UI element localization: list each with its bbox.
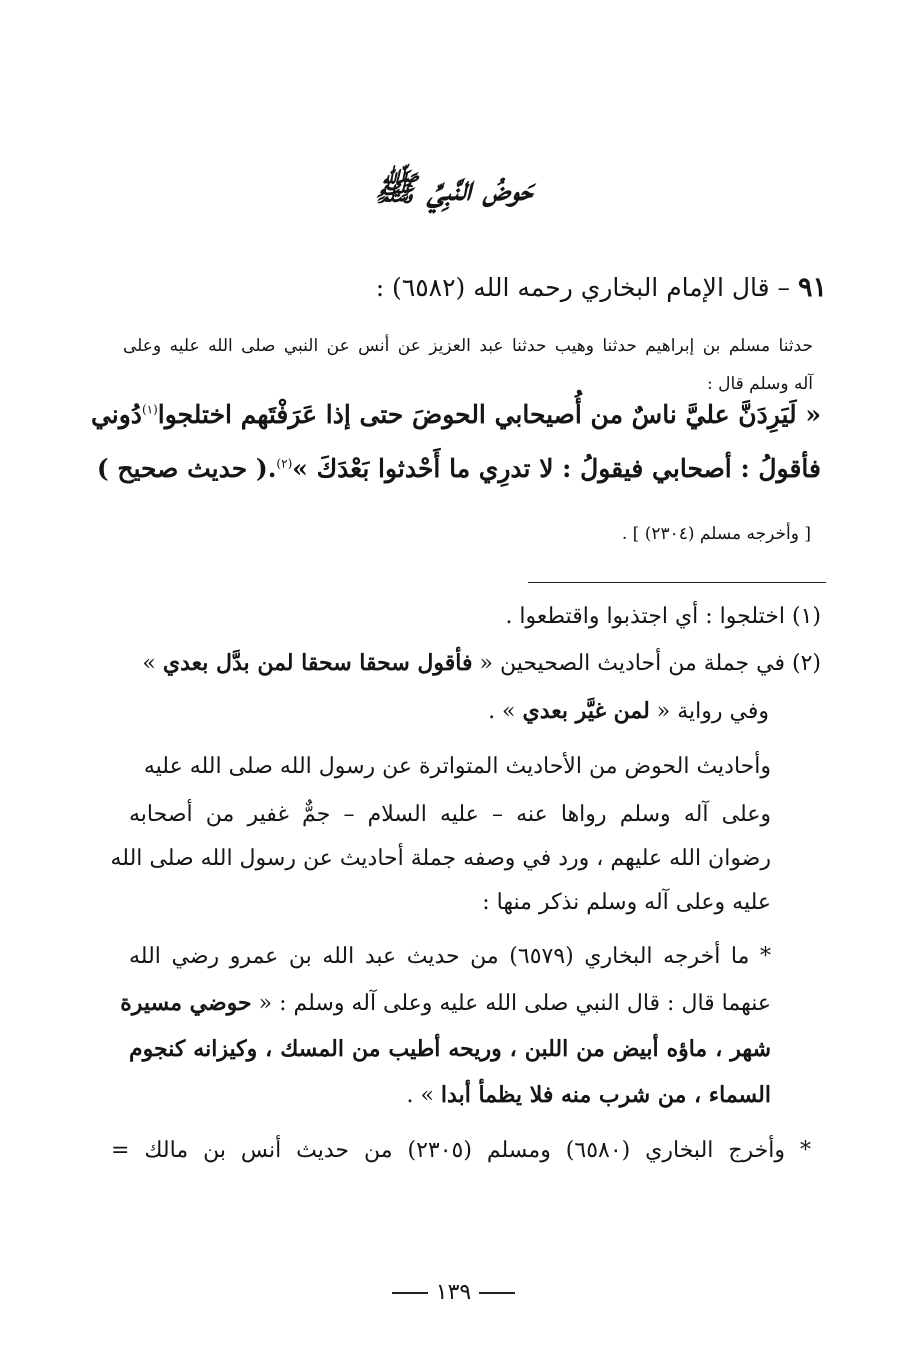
hadith-intro: – قال الإمام البخاري رحمه الله (٦٥٨٢) : (375, 273, 791, 302)
footnote-ref-1: (١) (141, 402, 158, 417)
para-2-text-2a: عنهما قال : قال النبي صلى الله عليه وعلى آله وسلم : « (251, 991, 771, 1016)
para-2-line-1: * ما أخرجه البخاري (٦٥٧٩) من حديث عبد الله بن عمرو رضي الله (129, 944, 771, 969)
hadith-heading (376, 272, 827, 303)
page-number-footer (0, 1280, 907, 1305)
footnote-1-number: (١) (791, 604, 821, 629)
para-1-line-1: وأحاديث الحوض من الأحاديث المتواترة عن رسول الله صلى الله عليه (143, 754, 771, 779)
footnote-2-text-f: » . (488, 699, 523, 724)
footnote-separator (528, 582, 826, 583)
footnote-2-text-d: وفي رواية « (649, 699, 769, 724)
para-2-line-4 (406, 1082, 771, 1108)
footnote-2-number: (٢) (791, 651, 821, 676)
takhrij-note: [ وأخرجه مسلم (٢٣٠٤) ] . (621, 524, 811, 544)
matn-text-1b: دُوني (90, 400, 142, 429)
dash-left (479, 1292, 515, 1294)
footnote-ref-2: (٢) (276, 456, 293, 471)
footnote-2-line-2 (488, 698, 769, 724)
para-2-line-2 (120, 990, 771, 1016)
matn-text-1a: « لَيَرِدَنَّ عليَّ ناسٌ من أُصيحابي الحوضَ حتى إذا عَرَفْتَهم اختلجوا (157, 400, 821, 429)
page-number: ١٣٩ (435, 1280, 472, 1305)
footnote-2-quote-2: لمن غيَّر بعدي (522, 698, 650, 724)
footnote-2-quote-1: فأقول سحقا سحقا لمن بدَّل بعدي (162, 650, 473, 676)
hadith-number: ٩١ (797, 272, 827, 303)
hadith-grade: .( حديث صحيح ) (96, 454, 277, 483)
para-1-line-3: رضوان الله عليهم ، ورد في وصفه جملة أحاديث عن رسول الله صلى الله (110, 846, 771, 871)
footnote-2-text-a: في جملة من أحاديث الصحيحين « (472, 651, 785, 676)
footnote-2-text-c: » (142, 651, 163, 676)
isnad-line-1: حدثنا مسلم بن إبراهيم حدثنا وهيب حدثنا عبد العزيز عن أنس عن النبي صلى الله عليه وعلى (123, 336, 813, 356)
para-2-quote-start: حوضي مسيرة (120, 990, 252, 1016)
para-3-line-1: * وأخرج البخاري (٦٥٨٠) ومسلم (٢٣٠٥) من حديث أنس بن مالك = (111, 1138, 811, 1163)
dash-right (392, 1292, 428, 1294)
matn-line-1 (91, 400, 821, 429)
isnad-line-2: آله وسلم قال : (706, 374, 813, 394)
para-1-line-4: عليه وعلى آله وسلم نذكر منها : (482, 890, 771, 915)
para-2-quote-end: السماء ، من شرب منه فلا يظمأ أبدا (440, 1082, 771, 1108)
chapter-title: حَوضُ النَّبِيِّ ﷺ (374, 169, 533, 209)
para-1-line-2: وعلى آله وسلم رواها عنه – عليه السلام – جمٌّ غفير من أصحابه (129, 802, 771, 827)
para-2-line-3: شهر ، ماؤه أبيض من اللبن ، وريحه أطيب من المسك ، وكيزانه كنجوم (129, 1036, 771, 1062)
footnote-1 (505, 604, 821, 629)
footnote-2-line-1 (142, 650, 821, 676)
matn-line-2 (97, 454, 821, 483)
para-2-text-4b: » . (406, 1083, 441, 1108)
matn-text-2a: فأقولُ : أصحابي فيقولُ : لا تدرِي ما أَحْدثوا بَعْدَكَ » (292, 454, 821, 483)
footnote-1-text: اختلجوا : أي اجتذبوا واقتطعوا . (505, 604, 785, 629)
